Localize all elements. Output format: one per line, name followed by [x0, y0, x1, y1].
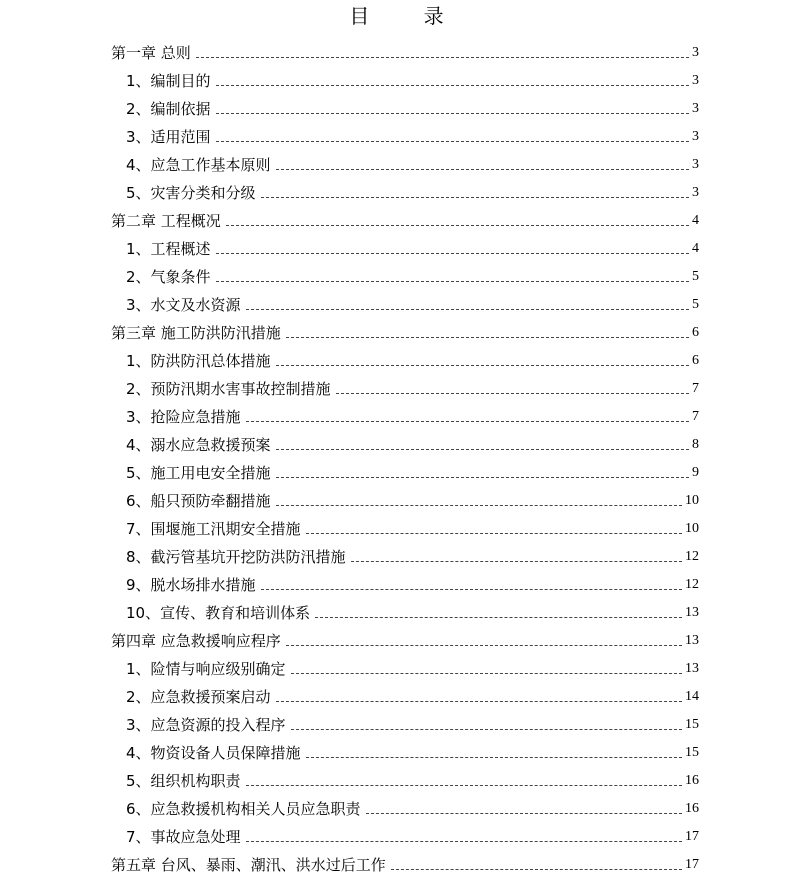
toc-page-number: 17	[685, 857, 699, 872]
toc-entry-label: 第二章 工程概况	[111, 212, 221, 230]
toc-page-number: 15	[685, 745, 699, 760]
toc-dot-leader	[291, 673, 682, 674]
toc-section-entry[interactable]	[111, 431, 699, 459]
toc-entry-label: 3、抢险应急措施	[126, 408, 241, 426]
toc-page-number: 13	[685, 633, 699, 648]
toc-page-number: 3	[692, 101, 699, 116]
toc-dot-leader	[366, 813, 682, 814]
toc-section-entry[interactable]	[111, 67, 699, 95]
toc-page-number: 3	[692, 45, 699, 60]
toc-entry-label: 第一章 总则	[111, 44, 191, 62]
toc-section-entry[interactable]	[111, 767, 699, 795]
table-of-contents	[111, 39, 699, 879]
toc-section-entry[interactable]	[111, 151, 699, 179]
toc-section-entry[interactable]	[111, 235, 699, 263]
toc-chapter-entry[interactable]	[111, 207, 699, 235]
toc-page-number: 3	[692, 73, 699, 88]
toc-page-number: 13	[685, 605, 699, 620]
toc-section-entry[interactable]	[111, 95, 699, 123]
toc-page-number: 12	[685, 577, 699, 592]
toc-dot-leader	[246, 785, 682, 786]
toc-dot-leader	[216, 113, 689, 114]
toc-page-number: 8	[692, 437, 699, 452]
toc-entry-label: 7、围堰施工汛期安全措施	[126, 520, 301, 538]
toc-page-number: 4	[692, 213, 699, 228]
toc-section-entry[interactable]	[111, 823, 699, 851]
toc-dot-leader	[246, 309, 689, 310]
toc-dot-leader	[351, 561, 682, 562]
toc-entry-label: 9、脱水场排水措施	[126, 576, 256, 594]
toc-entry-label: 1、防洪防汛总体措施	[126, 352, 271, 370]
toc-entry-label: 1、工程概述	[126, 240, 211, 258]
toc-dot-leader	[216, 281, 689, 282]
toc-dot-leader	[261, 589, 682, 590]
toc-entry-label: 2、气象条件	[126, 268, 211, 286]
toc-chapter-entry[interactable]	[111, 627, 699, 655]
toc-dot-leader	[306, 757, 682, 758]
toc-entry-label: 第四章 应急救援响应程序	[111, 632, 281, 650]
toc-section-entry[interactable]	[111, 263, 699, 291]
toc-section-entry[interactable]	[111, 543, 699, 571]
toc-page-number: 5	[692, 297, 699, 312]
toc-page-number: 4	[692, 241, 699, 256]
toc-title: 目 录	[349, 4, 468, 28]
toc-section-entry[interactable]	[111, 711, 699, 739]
toc-entry-label: 4、溺水应急救援预案	[126, 436, 271, 454]
toc-section-entry[interactable]	[111, 683, 699, 711]
toc-page-number: 7	[692, 381, 699, 396]
toc-dot-leader	[246, 421, 689, 422]
toc-page-number: 16	[685, 801, 699, 816]
toc-chapter-entry[interactable]	[111, 851, 699, 879]
toc-dot-leader	[291, 729, 682, 730]
toc-page-number: 7	[692, 409, 699, 424]
toc-dot-leader	[306, 533, 682, 534]
toc-entry-label: 1、编制目的	[126, 72, 211, 90]
toc-page-number: 3	[692, 129, 699, 144]
toc-page-number: 6	[692, 325, 699, 340]
toc-page-number: 17	[685, 829, 699, 844]
toc-section-entry[interactable]	[111, 403, 699, 431]
toc-page-number: 15	[685, 717, 699, 732]
toc-section-entry[interactable]	[111, 487, 699, 515]
toc-section-entry[interactable]	[111, 375, 699, 403]
toc-entry-label: 3、水文及水资源	[126, 296, 241, 314]
toc-entry-label: 2、编制依据	[126, 100, 211, 118]
toc-entry-label: 2、预防汛期水害事故控制措施	[126, 380, 331, 398]
toc-entry-label: 3、适用范围	[126, 128, 211, 146]
toc-chapter-entry[interactable]	[111, 319, 699, 347]
toc-dot-leader	[246, 841, 682, 842]
toc-page-number: 12	[685, 549, 699, 564]
toc-dot-leader	[216, 141, 689, 142]
toc-entry-label: 第三章 施工防洪防汛措施	[111, 324, 281, 342]
toc-page-number: 3	[692, 157, 699, 172]
toc-dot-leader	[216, 85, 689, 86]
toc-section-entry[interactable]	[111, 347, 699, 375]
toc-entry-label: 4、应急工作基本原则	[126, 156, 271, 174]
toc-entry-label: 6、船只预防牵翻措施	[126, 492, 271, 510]
toc-dot-leader	[261, 197, 689, 198]
toc-entry-label: 4、物资设备人员保障措施	[126, 744, 301, 762]
toc-entry-label: 1、险情与响应级别确定	[126, 660, 286, 678]
toc-dot-leader	[276, 701, 682, 702]
toc-entry-label: 3、应急资源的投入程序	[126, 716, 286, 734]
toc-section-entry[interactable]	[111, 571, 699, 599]
toc-dot-leader	[276, 365, 689, 366]
toc-page-number: 16	[685, 773, 699, 788]
toc-section-entry[interactable]	[111, 515, 699, 543]
toc-section-entry[interactable]	[111, 599, 699, 627]
toc-page-number: 10	[685, 521, 699, 536]
toc-entry-label: 5、组织机构职责	[126, 772, 241, 790]
toc-section-entry[interactable]	[111, 739, 699, 767]
toc-section-entry[interactable]	[111, 795, 699, 823]
toc-page-number: 5	[692, 269, 699, 284]
toc-dot-leader	[286, 645, 682, 646]
toc-page-number: 14	[685, 689, 699, 704]
toc-dot-leader	[226, 225, 689, 226]
toc-dot-leader	[216, 253, 689, 254]
toc-page-number: 13	[685, 661, 699, 676]
toc-dot-leader	[336, 393, 689, 394]
toc-entry-label: 5、施工用电安全措施	[126, 464, 271, 482]
toc-page-number: 10	[685, 493, 699, 508]
toc-section-entry[interactable]	[111, 123, 699, 151]
toc-entry-label: 2、应急救援预案启动	[126, 688, 271, 706]
toc-dot-leader	[276, 449, 689, 450]
toc-dot-leader	[276, 169, 689, 170]
toc-dot-leader	[196, 57, 689, 58]
toc-page-number: 3	[692, 185, 699, 200]
toc-dot-leader	[276, 477, 689, 478]
toc-dot-leader	[286, 337, 689, 338]
toc-section-entry[interactable]	[111, 459, 699, 487]
toc-chapter-entry[interactable]	[111, 39, 699, 67]
toc-entry-label: 6、应急救援机构相关人员应急职责	[126, 800, 361, 818]
toc-section-entry[interactable]	[111, 291, 699, 319]
toc-page-number: 9	[692, 465, 699, 480]
toc-dot-leader	[391, 869, 682, 870]
toc-section-entry[interactable]	[111, 179, 699, 207]
toc-dot-leader	[276, 505, 682, 506]
toc-entry-label: 10、宣传、教育和培训体系	[126, 604, 311, 622]
toc-dot-leader	[315, 617, 682, 618]
toc-page-number: 6	[692, 353, 699, 368]
toc-entry-label: 7、事故应急处理	[126, 828, 241, 846]
toc-entry-label: 5、灾害分类和分级	[126, 184, 256, 202]
toc-section-entry[interactable]	[111, 655, 699, 683]
toc-entry-label: 第五章 台风、暴雨、潮汛、洪水过后工作	[111, 856, 386, 874]
toc-entry-label: 8、截污管基坑开挖防洪防汛措施	[126, 548, 346, 566]
